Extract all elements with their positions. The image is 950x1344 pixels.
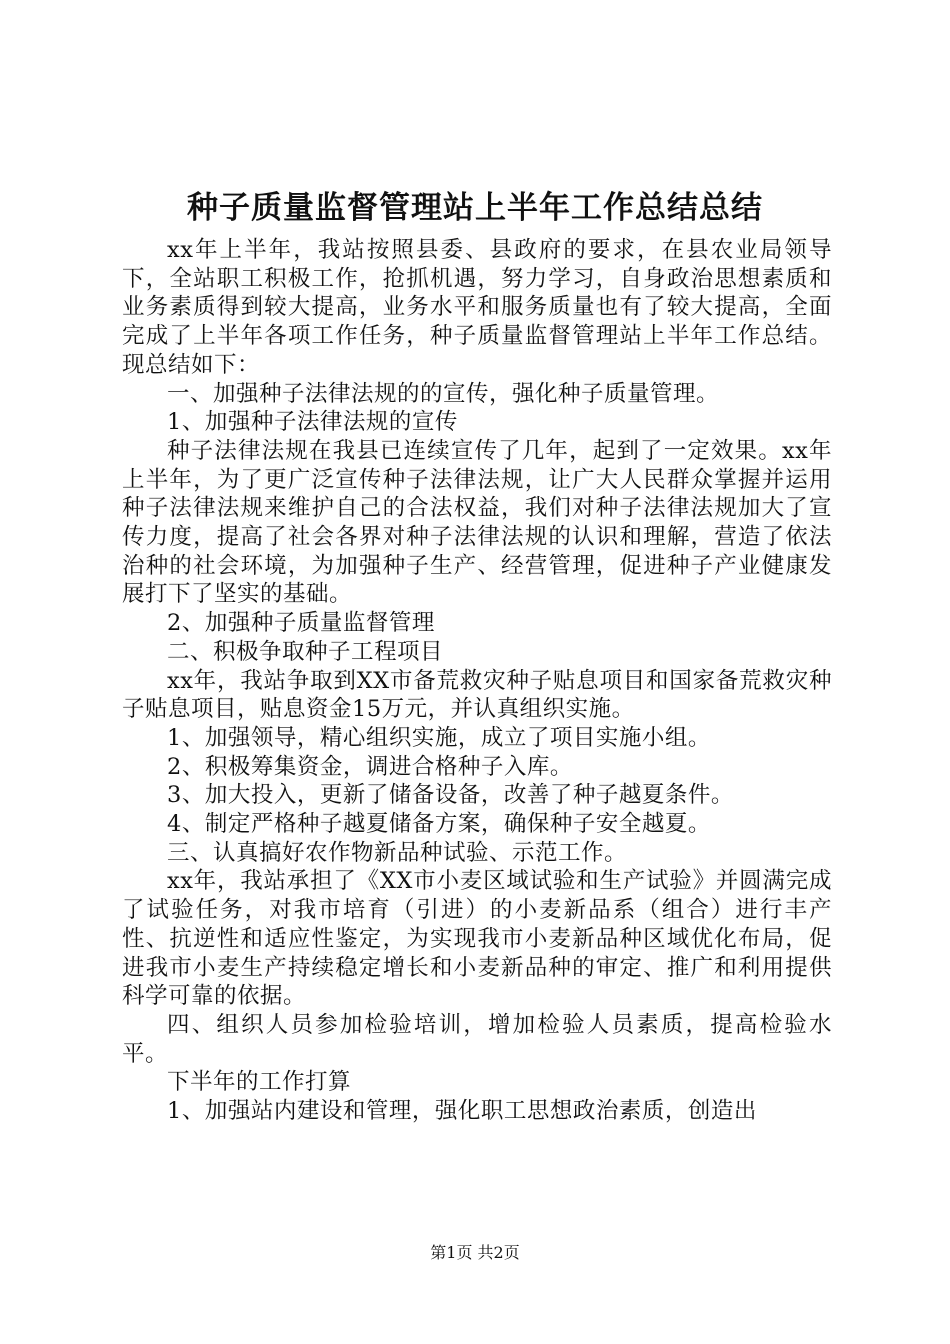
list-item: 2、积极筹集资金，调进合格种子入库。 [167,753,573,780]
list-item: 3、加大投入，更新了储备设备，改善了种子越夏条件。 [167,782,734,809]
section-heading: 三、认真搞好农作物新品种试验、示范工作。 [167,839,628,866]
section-heading: 一、加强种子法律法规的的宣传，强化种子质量管理。 [167,380,720,407]
list-item: 4、制定严格种子越夏储备方案，确保种子安全越夏。 [167,811,711,838]
paragraph: xx年，我站承担了《XX市小麦区域试验和生产试验》并圆满完成了试验任务，对我市培育（引进）的小麦新品系（组合）进行丰产性、抗逆性和适应性鉴定，为实现我市小麦新品种区域优化布局，促进我市小麦生产持续稳定增长和小麦新品种的审定、推广和利用提供科学可靠的依据。 [122,868,832,1010]
document-body [122,236,832,1126]
document-title: 种子质量监督管理站上半年工作总结总结 [187,190,763,226]
paragraph: 种子法律法规在我县已连续宣传了几年，起到了一定效果。xx年上半年，为了更广泛宣传种子法律法规，让广大人民群众掌握并运用种子法律法规来维护自己的合法权益，我们对种子法律法规加大了宣传力度，提高了社会各界对种子法律法规的认识和理解，营造了依法治种的社会环境，为加强种子生产、经营管理，促进种子产业健康发展打下了坚实的基础。 [122,437,832,608]
subsection-heading: 1、加强种子法律法规的宣传 [167,409,458,436]
subsection-heading: 2、加强种子质量监督管理 [167,610,435,637]
paragraph: xx年上半年，我站按照县委、县政府的要求，在县农业局领导下，全站职工积极工作，抢抓机遇，努力学习，自身政治思想素质和业务素质得到较大提高，业务水平和服务质量也有了较大提高，全面完成了上半年各项工作任务，种子质量监督管理站上半年工作总结。现总结如下： [122,237,832,378]
section-heading: 二、积极争取种子工程项目 [167,638,444,665]
section-heading: 下半年的工作打算 [167,1069,352,1096]
paragraph: xx年，我站争取到XX市备荒救灾种子贴息项目和国家备荒救灾种子贴息项目，贴息资金15万元，并认真组织实施。 [122,667,832,723]
page-footer: 第1页 共2页 [430,1243,520,1262]
list-item: 1、加强站内建设和管理，强化职工思想政治素质，创造出 [167,1098,757,1125]
list-item: 1、加强领导，精心组织实施，成立了项目实施小组。 [167,724,711,751]
section-heading: 四、组织人员参加检验培训，增加检验人员素质，提高检验水平。 [122,1011,832,1067]
